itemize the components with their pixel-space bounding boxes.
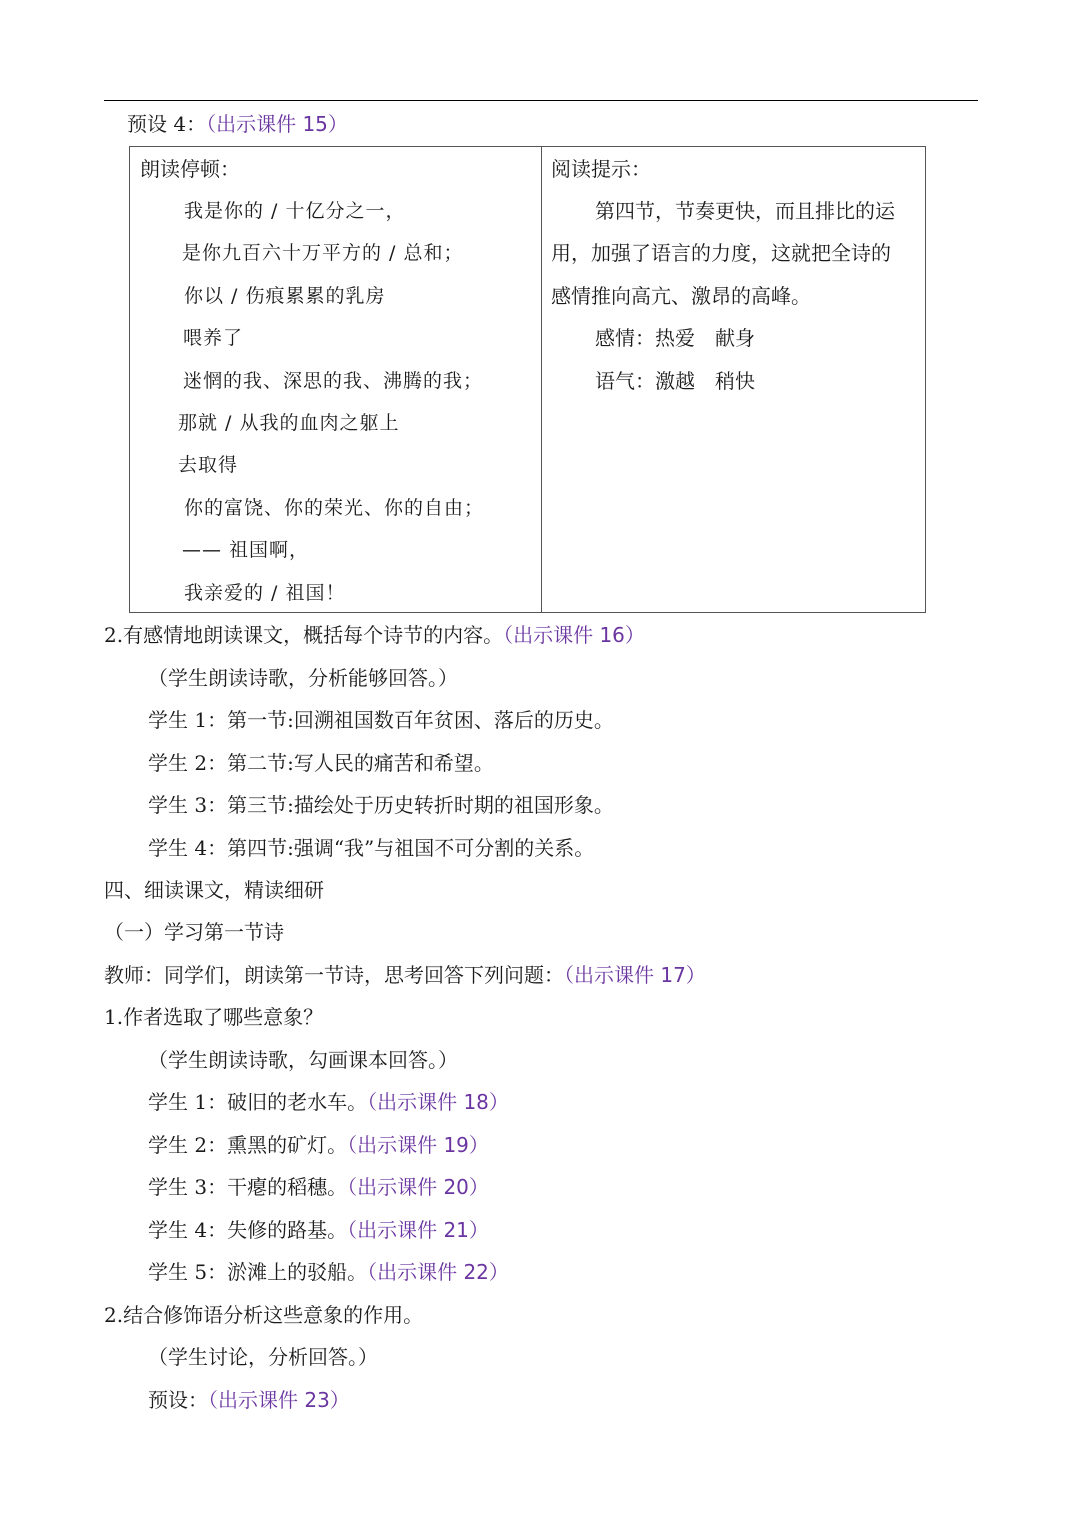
courseware-ref: （出示课件 19） (347, 1133, 489, 1157)
question-2 (104, 621, 645, 649)
hint-paragraph-line: 第四节，节奏更快，而且排比的运 (595, 199, 895, 223)
poem-line: 你的富饶、你的荣光、你的自由； (184, 497, 485, 519)
student-answer-text: 学生 1：破旧的老水车。 (148, 1090, 368, 1114)
pause-cell (130, 147, 541, 612)
courseware-ref: （出示课件 23） (208, 1388, 350, 1412)
student-answer (148, 1088, 509, 1116)
student-answer (148, 1216, 489, 1244)
tone-line: 语气：激越 稍快 (595, 369, 755, 393)
preset-line (148, 1386, 350, 1414)
question-2-text: 2.有感情地朗读课文，概括每个诗节的内容。 (104, 623, 504, 647)
poem-line: 你以 / 伤痕累累的乳房 (184, 285, 386, 307)
student-answer: 学生 2：第二节:写人民的痛苦和希望。 (148, 751, 494, 775)
hint-cell (541, 147, 926, 612)
courseware-ref: （出示课件 17） (564, 963, 706, 987)
section-heading: 四、细读课文，精读细研 (104, 878, 324, 902)
teacher-prompt (104, 961, 706, 989)
student-answer-text: 学生 5：淤滩上的驳船。 (148, 1260, 368, 1284)
courseware-ref: （出示课件 22） (367, 1260, 509, 1284)
pause-heading: 朗读停顿： (140, 157, 240, 181)
question-2b-note: （学生讨论，分析回答。） (148, 1345, 378, 1369)
emotion-line: 感情：热爱 献身 (595, 326, 755, 350)
poem-line: 迷惘的我、深思的我、沸腾的我； (183, 370, 484, 392)
poem-line: 我亲爱的 / 祖国！ (184, 582, 346, 604)
courseware-ref: （出示课件 16） (503, 623, 645, 647)
student-answer: 学生 3：第三节:描绘处于历史转折时期的祖国形象。 (148, 793, 614, 817)
student-answer: 学生 1：第一节:回溯祖国数百年贫困、落后的历史。 (148, 708, 614, 732)
student-answer (148, 1258, 509, 1286)
reading-table (129, 146, 926, 613)
preset4-line (127, 110, 348, 138)
courseware-ref: （出示课件 21） (347, 1218, 489, 1242)
student-answer-text: 学生 2：熏黑的矿灯。 (148, 1133, 348, 1157)
poem-line: 我是你的 / 十亿分之一， (184, 200, 406, 222)
student-answer-text: 学生 4：失修的路基。 (148, 1218, 348, 1242)
poem-line: 是你九百六十万平方的 / 总和； (182, 242, 464, 264)
hint-heading: 阅读提示： (551, 157, 651, 181)
teacher-text: 教师：同学们，朗读第一节诗，思考回答下列问题： (104, 963, 564, 987)
courseware-ref: （出示课件 20） (347, 1175, 489, 1199)
question-1: 1.作者选取了哪些意象？ (104, 1005, 324, 1029)
preset-label: 预设： (148, 1388, 208, 1412)
subsection-heading: （一）学习第一节诗 (104, 920, 284, 944)
poem-line: 去取得 (178, 454, 239, 476)
courseware-ref: （出示课件 15） (206, 112, 348, 136)
student-answer (148, 1131, 489, 1159)
question-2-note: （学生朗读诗歌，分析能够回答。） (148, 666, 458, 690)
hint-paragraph-line: 用，加强了语言的力度，这就把全诗的 (551, 241, 891, 265)
student-answer: 学生 4：第四节:强调“我”与祖国不可分割的关系。 (148, 836, 595, 860)
preset4-label: 预设 4： (127, 112, 207, 136)
poem-line: —— 祖国啊， (182, 539, 310, 561)
student-answer-text: 学生 3：干瘪的稻穗。 (148, 1175, 348, 1199)
question-2b: 2.结合修饰语分析这些意象的作用。 (104, 1303, 424, 1327)
student-answer (148, 1173, 489, 1201)
header-rule (104, 100, 978, 101)
poem-line: 喂养了 (183, 327, 244, 349)
courseware-ref: （出示课件 18） (367, 1090, 509, 1114)
hint-paragraph-line: 感情推向高亢、激昂的高峰。 (551, 284, 811, 308)
question-1-note: （学生朗读诗歌，勾画课本回答。） (148, 1048, 458, 1072)
poem-line: 那就 / 从我的血肉之躯上 (178, 412, 400, 434)
